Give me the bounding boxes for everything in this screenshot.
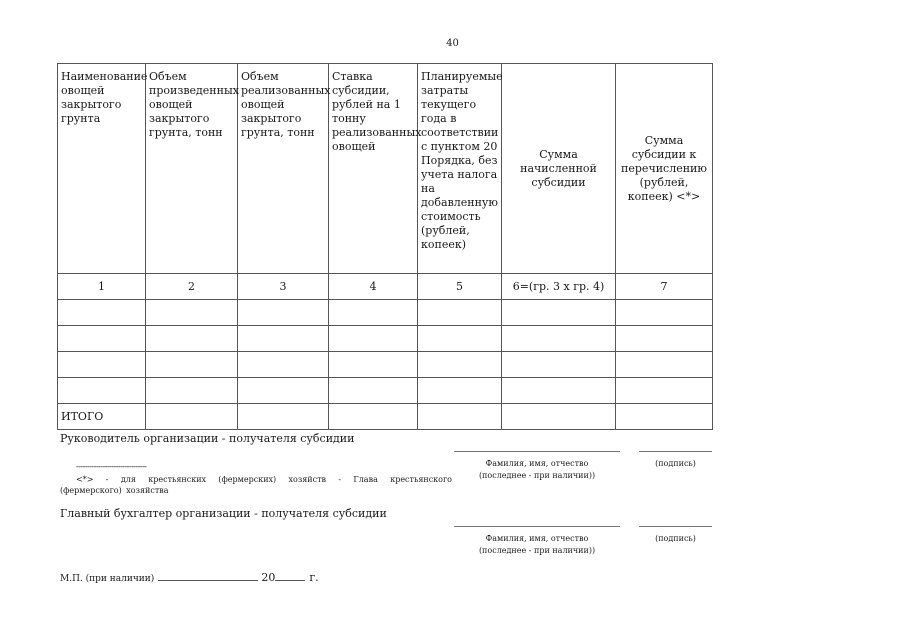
total-row	[58, 404, 713, 430]
column-number: 5	[418, 274, 502, 300]
accountant-name-line	[454, 526, 620, 527]
header-cell: Планируемые затраты текущего года в соответствии с пунктом 20 Порядка, без учета налога на добавленную стоимость (рублей, копеек)	[418, 64, 502, 274]
total-label: ИТОГО	[58, 404, 146, 430]
year-prefix: 20	[261, 571, 276, 584]
accountant-signature-title: Главный бухгалтер организации - получателя субсидии	[60, 507, 387, 520]
column-number: 3	[238, 274, 329, 300]
accountant-signature-caption: (подпись)	[655, 534, 696, 543]
column-number: 7	[616, 274, 713, 300]
head-name-line	[454, 451, 620, 452]
footnote-separator: --------------------------------	[76, 462, 147, 471]
column-number: 4	[329, 274, 418, 300]
accountant-signature-line	[639, 526, 712, 527]
head-name-caption: Фамилия, имя, отчество (последнее - при наличии))	[478, 459, 596, 480]
table-row	[58, 352, 713, 378]
header-cell: Наименование овощей закрытого грунта	[58, 64, 146, 274]
header-cell: Объем произведенных овощей закрытого грунта, тонн	[146, 64, 238, 274]
header-cell: Сумма субсидии к перечислению (рублей, копеек) <*>	[616, 64, 713, 274]
footnote-text: <*> - для крестьянских (фермерских) хозяйств - Глава крестьянского (фермерского) хозяйства	[60, 475, 452, 495]
header-cell: Сумма начисленной субсидии	[502, 64, 616, 274]
accountant-name-caption: Фамилия, имя, отчество (последнее - при наличии))	[478, 534, 596, 555]
stamp-date-line	[60, 571, 319, 584]
header-cell: Объем реализованных овощей закрытого грунта, тонн	[238, 64, 329, 274]
year-suffix: г.	[309, 571, 319, 584]
head-signature-line	[639, 451, 712, 452]
stamp-label: М.П. (при наличии)	[60, 574, 155, 584]
column-number: 2	[146, 274, 238, 300]
table-row	[58, 300, 713, 326]
head-signature-caption: (подпись)	[655, 459, 696, 468]
column-number: 6=(гр. 3 x гр. 4)	[502, 274, 616, 300]
table-row	[58, 378, 713, 404]
head-signature-title: Руководитель организации - получателя субсидии	[60, 432, 355, 445]
header-cell: Ставка субсидии, рублей на 1 тонну реализованных овощей	[329, 64, 418, 274]
column-number-row	[58, 274, 713, 300]
year-field	[275, 571, 305, 581]
date-field	[158, 571, 258, 581]
table-row	[58, 326, 713, 352]
header-row	[58, 64, 713, 274]
column-number: 1	[58, 274, 146, 300]
subsidy-table	[57, 63, 713, 430]
page-number: 40	[446, 38, 459, 49]
